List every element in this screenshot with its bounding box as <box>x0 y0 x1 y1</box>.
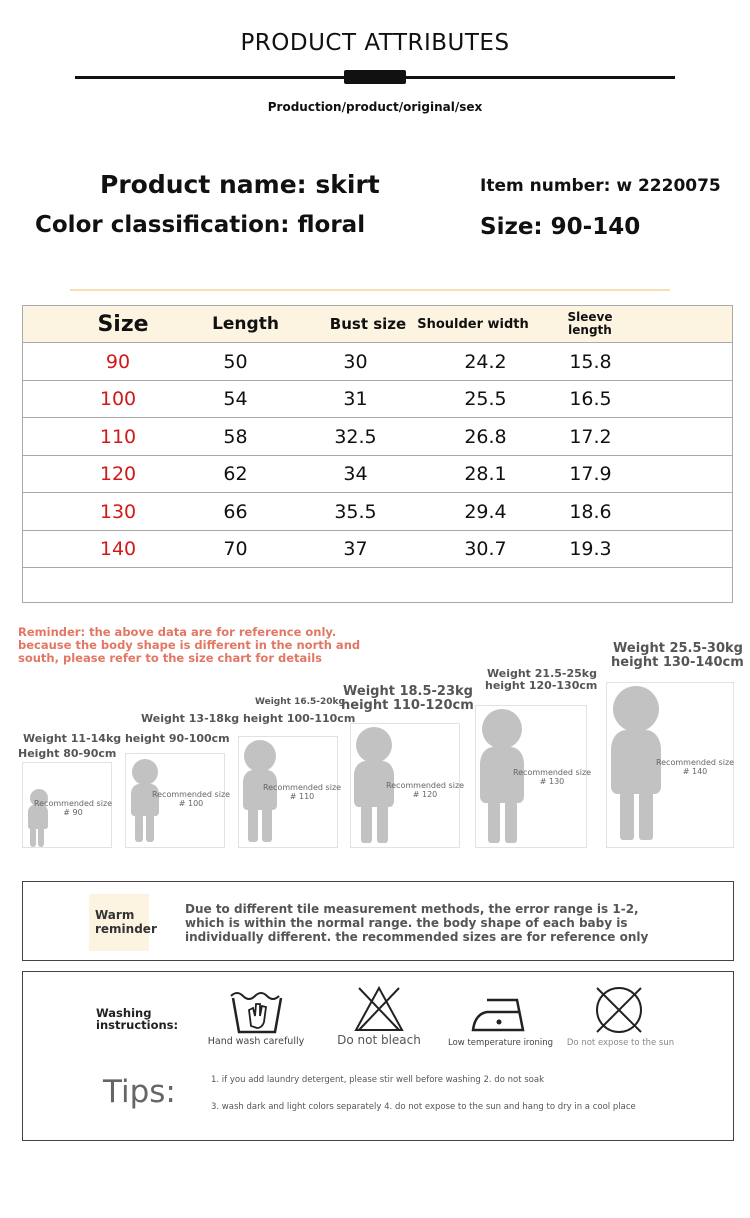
guide-label-140-height: height 130-140cm <box>611 655 744 670</box>
page-subtitle: Production/product/original/sex <box>267 100 483 114</box>
cell-sleeve: 16.5 <box>569 388 612 410</box>
cell-sleeve: 17.2 <box>569 425 612 448</box>
cell-size: 140 <box>99 538 137 560</box>
no-sun-icon <box>593 984 645 1036</box>
cell-shoulder: 30.7 <box>464 538 507 560</box>
cell-length: 58 <box>223 425 248 448</box>
table-row <box>23 530 732 568</box>
guide-label-120-pre: Weight 16.5-20kg <box>255 697 345 707</box>
table-header <box>23 306 732 342</box>
product-name: Product name: skirt <box>100 170 380 199</box>
table-row-empty <box>23 567 732 604</box>
low-temp-iron-icon <box>471 992 529 1034</box>
warm-reminder-label: Warm reminder <box>95 908 157 936</box>
cell-length: 62 <box>223 463 248 485</box>
cell-length: 70 <box>223 538 248 560</box>
figure-size-90 <box>22 762 112 848</box>
guide-label-140-weight: Weight 25.5-30kg <box>613 641 743 656</box>
cell-length: 50 <box>223 350 248 373</box>
tip-line-1: 1. if you add laundry detergent, please stir well before washing 2. do not soak <box>211 1075 544 1085</box>
cell-bust: 34 <box>343 463 368 485</box>
cell-size: 120 <box>99 463 137 485</box>
figure-size-110 <box>238 736 342 848</box>
warm-reminder-text: Due to different tile measurement methods, the error range is 1-2, which is within the normal range. the body shape of each baby is individually different. the recommended sizes are for reference only <box>185 902 649 944</box>
figure-size-100 <box>125 753 231 848</box>
figure-size-140 <box>606 682 734 848</box>
title-rule-accent <box>344 70 406 84</box>
cell-bust: 30 <box>343 350 368 373</box>
guide-label-130-height: height 120-130cm <box>485 679 598 692</box>
cell-sleeve: 19.3 <box>569 538 612 560</box>
product-size-range: Size: 90-140 <box>480 214 641 240</box>
cell-sleeve: 18.6 <box>569 500 612 523</box>
header-shoulder: Shoulder width <box>417 316 529 332</box>
cell-bust: 37 <box>343 538 368 560</box>
washing-box <box>22 971 734 1141</box>
no-sun-caption: Do not expose to the sun <box>566 1038 675 1048</box>
figure-size-120 <box>350 723 465 848</box>
recommended-120: Recommended size # 120 <box>385 781 465 799</box>
recommended-110: Recommended size # 110 <box>262 783 342 801</box>
recommended-90: Recommended size # 90 <box>33 799 113 817</box>
size-table <box>22 305 733 603</box>
header-length: Length <box>212 314 279 334</box>
guide-label-90-height: Height 80-90cm <box>18 747 117 760</box>
guide-label-120-weight: Weight 18.5-23kg <box>343 684 473 699</box>
no-bleach-icon <box>353 984 405 1034</box>
table-row <box>23 492 732 530</box>
cell-size: 110 <box>99 425 137 448</box>
cell-shoulder: 26.8 <box>464 425 507 448</box>
table-row <box>23 455 732 493</box>
tips-label: Tips: <box>103 1074 176 1110</box>
table-row <box>23 342 732 380</box>
guide-label-110: Weight 13-18kg height 100-110cm <box>141 712 356 725</box>
iron-caption: Low temperature ironing <box>448 1038 553 1048</box>
page-title: PRODUCT ATTRIBUTES <box>240 30 510 56</box>
recommended-130: Recommended size # 130 <box>512 768 592 786</box>
tip-line-2: 3. wash dark and light colors separately 4. do not expose to the sun and hang to dry in a cool place <box>211 1102 636 1112</box>
product-color: Color classification: floral <box>35 212 366 238</box>
guide-label-130-weight: Weight 21.5-25kg <box>487 667 597 680</box>
cell-size: 130 <box>99 500 137 523</box>
cell-sleeve: 17.9 <box>569 463 612 485</box>
header-bust: Bust size <box>329 315 407 333</box>
cell-shoulder: 28.1 <box>464 463 507 485</box>
recommended-100: Recommended size # 100 <box>151 790 231 808</box>
cell-length: 66 <box>223 500 248 523</box>
cell-bust: 35.5 <box>334 500 377 523</box>
cell-sleeve: 15.8 <box>569 350 612 373</box>
header-size: Size <box>97 311 149 337</box>
table-row <box>23 380 732 418</box>
header-sleeve: Sleeve length <box>567 310 613 337</box>
cell-shoulder: 24.2 <box>464 350 507 373</box>
size-guide <box>0 640 750 860</box>
guide-label-90-weight: Weight 11-14kg height 90-100cm <box>23 732 230 745</box>
no-bleach-caption: Do not bleach <box>337 1033 421 1047</box>
cell-size: 90 <box>105 350 131 373</box>
cell-bust: 31 <box>343 388 368 410</box>
cell-length: 54 <box>223 388 248 410</box>
warm-reminder-box <box>22 881 734 961</box>
hand-wash-caption: Hand wash carefully <box>207 1036 305 1047</box>
washing-label: Washing instructions: <box>96 1006 179 1032</box>
cell-bust: 32.5 <box>334 425 377 448</box>
table-row <box>23 417 732 455</box>
hand-wash-icon <box>229 986 285 1036</box>
product-item-number: Item number: w 2220075 <box>480 176 721 196</box>
recommended-140: Recommended size # 140 <box>655 758 735 776</box>
reminder-text: Reminder: the above data are for reference only. because the body shape is different in the north and south, please refer to the size chart for details <box>18 625 361 665</box>
section-divider <box>70 289 670 291</box>
guide-label-120-height: height 110-120cm <box>341 698 474 713</box>
figure-size-130 <box>475 705 592 848</box>
cell-size: 100 <box>99 388 137 410</box>
cell-shoulder: 29.4 <box>464 500 507 523</box>
cell-shoulder: 25.5 <box>464 388 507 410</box>
